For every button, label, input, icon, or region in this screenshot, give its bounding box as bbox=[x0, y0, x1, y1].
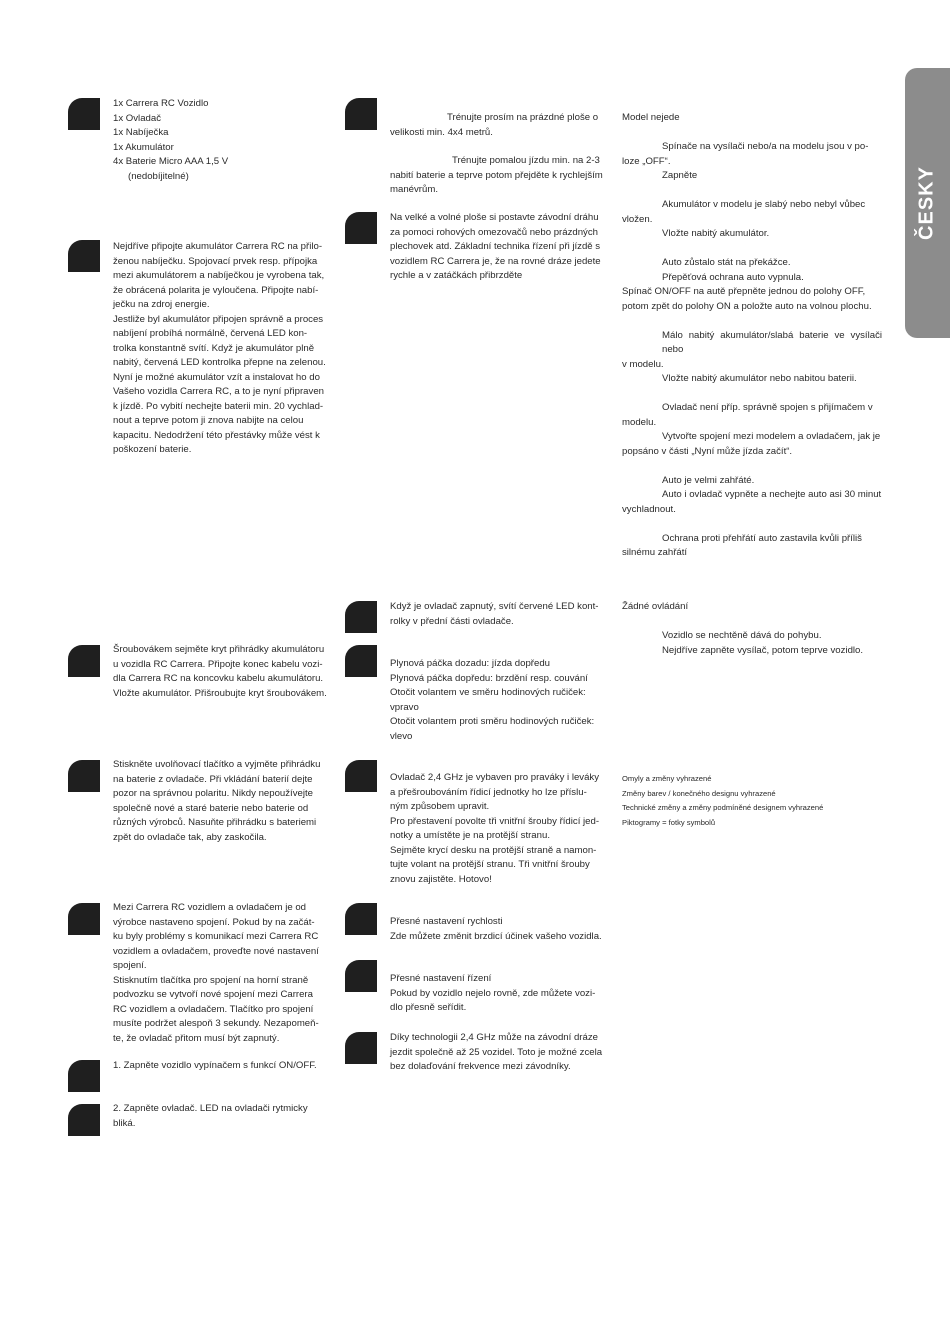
solution-text: potom zpět do polohy ON a položte auto na volnou plochu. bbox=[622, 300, 872, 312]
problem-text: Auto zůstalo stát na překážce. bbox=[662, 257, 791, 268]
step-1 bbox=[113, 1059, 328, 1074]
text-line: Stiskněte uvolňovací tlačítko a vyjměte přihrádku bbox=[113, 759, 321, 770]
text-line: nabíjení probíhá normálně, červená LED kon- bbox=[113, 328, 308, 339]
problem-text: Ovladač není příp. správně spojen s přijímačem v bbox=[662, 402, 873, 413]
solution-text: vychladnout. bbox=[622, 503, 676, 515]
section-marker bbox=[345, 601, 377, 633]
practice-driving bbox=[390, 154, 604, 198]
text-line: Mezi Carrera RC vozidlem a ovladačem je od bbox=[113, 902, 307, 913]
text-line: manévrům. bbox=[390, 184, 438, 195]
text-line: mezi akumulátorem a nabíječkou je vyrobena tak, bbox=[113, 270, 325, 281]
problem-text: v modelu. bbox=[622, 358, 664, 370]
text-line: 2. Zapněte ovladač. LED na ovladači rytmicky bbox=[113, 1103, 308, 1114]
text-line: tujte volant na protější stranu. Tři vnitřní šrouby bbox=[390, 859, 590, 870]
troubleshooting-title: Model nejede bbox=[622, 112, 680, 123]
text-line: zpět do ovladače tak, aby zaskočila. bbox=[113, 831, 267, 843]
text-line: ženou nabíječku. Spojovací prvek resp. přípojka bbox=[113, 255, 318, 267]
section-marker bbox=[345, 760, 377, 792]
problem-text: Spínače na vysílači nebo/a na modelu jsou v po- bbox=[662, 141, 869, 152]
section-marker bbox=[345, 98, 377, 130]
problem-text: silnému zahřátí bbox=[622, 547, 688, 558]
text-line: musíte podržet alespoň 3 sekundy. Nezapomeň- bbox=[113, 1018, 319, 1029]
section-marker bbox=[68, 645, 100, 677]
text-line: plechovek atd. Základní technika řízení při jízdě s bbox=[390, 241, 601, 252]
contents-item: 4x Baterie Micro AAA 1,5 V bbox=[113, 156, 229, 167]
note-line: Omyly a změny vyhrazené bbox=[622, 774, 712, 783]
text-line: bez dolaďování frekvence mezi závodníky. bbox=[390, 1061, 571, 1072]
note-line: Změny barev / konečného designu vyhrazené bbox=[622, 788, 776, 798]
solution-text: Vložte nabitý akumulátor. bbox=[662, 228, 770, 239]
charging-instructions bbox=[113, 240, 328, 458]
text-line: te, že ovladač přitom musí být zapnutý. bbox=[113, 1032, 280, 1044]
text-line: k jízdě. Po vybití nechejte baterii min. 20 vychlad- bbox=[113, 400, 324, 412]
text-line: bliká. bbox=[113, 1117, 136, 1129]
text-line: Zde můžete změnit brzdicí účinek vašeho vozidla. bbox=[390, 930, 602, 942]
text-line: Ovladač 2,4 GHz je vybaven pro praváky i leváky bbox=[390, 772, 600, 783]
text-line: Pro přestavení povolte tři vnitřní šrouby řídicí jed- bbox=[390, 815, 600, 827]
text-line: výrobce nastaveno spojení. Pokud by na začát- bbox=[113, 916, 315, 928]
ghz-remote-info bbox=[390, 771, 604, 887]
controls-info bbox=[390, 657, 604, 744]
section-marker bbox=[345, 903, 377, 935]
problem-text: Auto je velmi zahřáté. bbox=[662, 474, 755, 486]
text-line: Otočit volantem proti směru hodinových ručiček: bbox=[390, 716, 595, 727]
solution-text: Auto i ovladač vypněte a nechejte auto asi 30 minut bbox=[662, 489, 882, 500]
text-line: Sejměte krycí desku na protější straně a namon- bbox=[390, 844, 597, 856]
text-line: rychle a v zatáčkách přibrzděte bbox=[390, 270, 523, 281]
text-line: Nejdříve připojte akumulátor Carrera RC na přilo- bbox=[113, 241, 323, 252]
text-line: podvozku se vytvoří nové spojení mezi Carrera bbox=[113, 989, 313, 1000]
racetrack-instructions bbox=[390, 211, 604, 284]
text-line: Na velké a volné ploše si postavte závodní dráhu bbox=[390, 212, 599, 223]
practice-area bbox=[390, 111, 604, 140]
text-line: u vozidla RC Carrera. Připojte konec kabelu vozi- bbox=[113, 658, 323, 670]
text-line: znovu zajistěte. Hotovo! bbox=[390, 873, 492, 885]
contents-item: 1x Carrera RC Vozidlo bbox=[113, 98, 209, 109]
problem-text: modelu. bbox=[622, 416, 657, 428]
solution-text: Spínač ON/OFF na autě přepněte jednou do polohy OFF, bbox=[622, 286, 866, 297]
troubleshooting bbox=[622, 111, 882, 561]
text-line: ječku na zdroj energie. bbox=[113, 299, 210, 310]
text-line: společně nové a staré baterie nebo baterie od bbox=[113, 802, 309, 814]
contents-item: 1x Ovladač bbox=[113, 112, 161, 124]
steering-trim bbox=[390, 972, 604, 1016]
battery-car-instructions bbox=[113, 643, 328, 701]
text-line: Plynová páčka dopředu: brzdění resp. couvání bbox=[390, 672, 588, 684]
language-tab-label: ČESKY bbox=[915, 166, 938, 240]
text-line: Šroubovákem sejměte kryt přihrádky akumulátoru bbox=[113, 644, 325, 655]
section-marker bbox=[68, 760, 100, 792]
multi-vehicle-info bbox=[390, 1031, 604, 1075]
solution-text: Nejdříve zapněte vysílač, potom teprve vozidlo. bbox=[662, 644, 864, 656]
text-line: ku byly problémy s komunikací mezi Carrera RC bbox=[113, 931, 319, 942]
text-line: Vašeho vozidla Carrera RC, a to je nyní připraven bbox=[113, 386, 324, 397]
section-marker bbox=[345, 1032, 377, 1064]
text-line: notky a umístěte je na protější stranu. bbox=[390, 830, 550, 841]
contents-item: 1x Nabíječka bbox=[113, 127, 169, 138]
problem-text: loze „OFF“. bbox=[622, 155, 671, 167]
text-line: RC vozidlem a ovladačem. Tlačítko pro spojení bbox=[113, 1003, 314, 1015]
section-marker bbox=[68, 240, 100, 272]
text-line: Díky technologii 2,4 GHz může na závodní dráze bbox=[390, 1032, 598, 1043]
text-line: Když je ovladač zapnutý, svítí červené LED kont- bbox=[390, 601, 599, 612]
no-control-section bbox=[622, 600, 882, 658]
text-line: různých výrobců. Nasuňte přihrádku s bateriemi bbox=[113, 817, 317, 828]
text-line: Pokud by vozidlo nejelo rovně, zde můžete vozi- bbox=[390, 987, 596, 999]
section-marker bbox=[345, 212, 377, 244]
text-line: jezdit společně až 25 vozidel. Toto je možné zcela bbox=[390, 1046, 603, 1058]
text-line: dlo přesně seřídit. bbox=[390, 1002, 467, 1013]
legal-notes bbox=[622, 772, 882, 830]
text-line: trolka konstantně svítí. Když je akumulátor plně bbox=[113, 342, 315, 354]
text-line: a přešroubováním řídicí jednotky ho lze příslu- bbox=[390, 786, 587, 798]
problem-text: vložen. bbox=[622, 213, 653, 225]
section-marker bbox=[68, 1104, 100, 1136]
text-line: že obrácená polarita je vyloučena. Připojte nabí- bbox=[113, 284, 319, 296]
text-line: Jestliže byl akumulátor připojen správně a proces bbox=[113, 313, 324, 325]
text-line: vozidlem a ovladačem, proveďte nové nastavení bbox=[113, 945, 319, 957]
text-line: 1. Zapněte vozidlo vypínačem s funkcí ON/OFF. bbox=[113, 1060, 317, 1071]
section-marker bbox=[68, 98, 100, 130]
text-line: Nyní je možné akumulátor vzít a instalovat ho do bbox=[113, 371, 320, 383]
text-line: spojení. bbox=[113, 960, 147, 971]
solution-text: Zapněte bbox=[662, 170, 698, 181]
text-line: Vložte akumulátor. Přišroubujte kryt šroubovákem. bbox=[113, 687, 327, 699]
text-line: poškození baterie. bbox=[113, 444, 192, 455]
led-info bbox=[390, 600, 604, 629]
text-line: dla Carrera RC na koncovku kabelu akumulátoru. bbox=[113, 673, 324, 684]
text-line: Plynová páčka dozadu: jízda dopředu bbox=[390, 658, 551, 669]
problem-text: Málo nabitý akumulátor/slabá baterie ve vysílači nebo bbox=[662, 329, 882, 355]
text-line: na baterie z ovladače. Při vkládání baterií dejte bbox=[113, 773, 313, 785]
solution-text: Přepěťová ochrana auto vypnula. bbox=[662, 271, 804, 283]
note-line: Piktogramy = fotky symbolů bbox=[622, 817, 716, 827]
solution-text: Vložte nabitý akumulátor nebo nabitou baterii. bbox=[662, 373, 857, 384]
text-line: velikosti min. 4x4 metrů. bbox=[390, 126, 493, 138]
note-line: Technické změny a změny podmíněné designem vyhrazené bbox=[622, 803, 824, 812]
text-line: nout a teprve potom ji znova nabijte na celou bbox=[113, 415, 304, 426]
problem-text: Akumulátor v modelu je slabý nebo nebyl vůbec bbox=[662, 199, 866, 210]
text-line: za pomoci rohových omezovačů nebo prázdných bbox=[390, 226, 598, 238]
text-line: Otočit volantem ve směru hodinových ručiček: bbox=[390, 687, 586, 698]
text-line: ným způsobem upravit. bbox=[390, 801, 490, 812]
text-line: Stisknutím tlačítka pro spojení na horní straně bbox=[113, 974, 309, 986]
text-line: nabitý, červená LED kontrolka přepne na zelenou. bbox=[113, 357, 326, 368]
section-marker bbox=[68, 1060, 100, 1092]
text-line: vpravo bbox=[390, 701, 419, 713]
section-marker bbox=[345, 960, 377, 992]
solution-text: popsáno v části „Nyní může jízda začít“. bbox=[622, 445, 793, 457]
text-line: pozor na správnou polaritu. Nikdy nepoužívejte bbox=[113, 788, 313, 799]
text-line: Trénujte prosím na prázdné ploše o bbox=[447, 112, 599, 123]
text-line: kapacitu. Nedodržení této přestávky může vést k bbox=[113, 429, 320, 441]
no-control-title: Žádné ovládání bbox=[622, 601, 689, 612]
section-marker bbox=[345, 645, 377, 677]
text-line: rolky v přední části ovladače. bbox=[390, 615, 514, 627]
problem-text: Ochrana proti přehřátí auto zastavila kvůli příliš bbox=[662, 532, 862, 544]
solution-text: Vytvořte spojení mezi modelem a ovladačem, jak je bbox=[662, 431, 881, 442]
speed-trim bbox=[390, 915, 604, 944]
language-tab bbox=[905, 68, 950, 338]
contents-item: 1x Akumulátor bbox=[113, 141, 174, 153]
pairing-instructions bbox=[113, 901, 328, 1046]
text-line: vozidlem RC Carrera je, že na rovné dráze jedete bbox=[390, 255, 601, 267]
step-2 bbox=[113, 1102, 328, 1131]
text-line: vlevo bbox=[390, 730, 413, 742]
text-line: Přesné nastavení řízení bbox=[390, 973, 492, 984]
contents-item: (nedobíjitelné) bbox=[128, 170, 189, 182]
text-line: Přesné nastavení rychlosti bbox=[390, 916, 503, 927]
section-marker bbox=[68, 903, 100, 935]
text-line: Trénujte pomalou jízdu min. na 2-3 bbox=[452, 155, 600, 166]
text-line: nabití baterie a teprve potom přejděte k rychlejším bbox=[390, 169, 603, 181]
problem-text: Vozidlo se nechtěně dává do pohybu. bbox=[662, 630, 822, 641]
battery-remote-instructions bbox=[113, 758, 328, 845]
package-contents bbox=[113, 97, 328, 184]
